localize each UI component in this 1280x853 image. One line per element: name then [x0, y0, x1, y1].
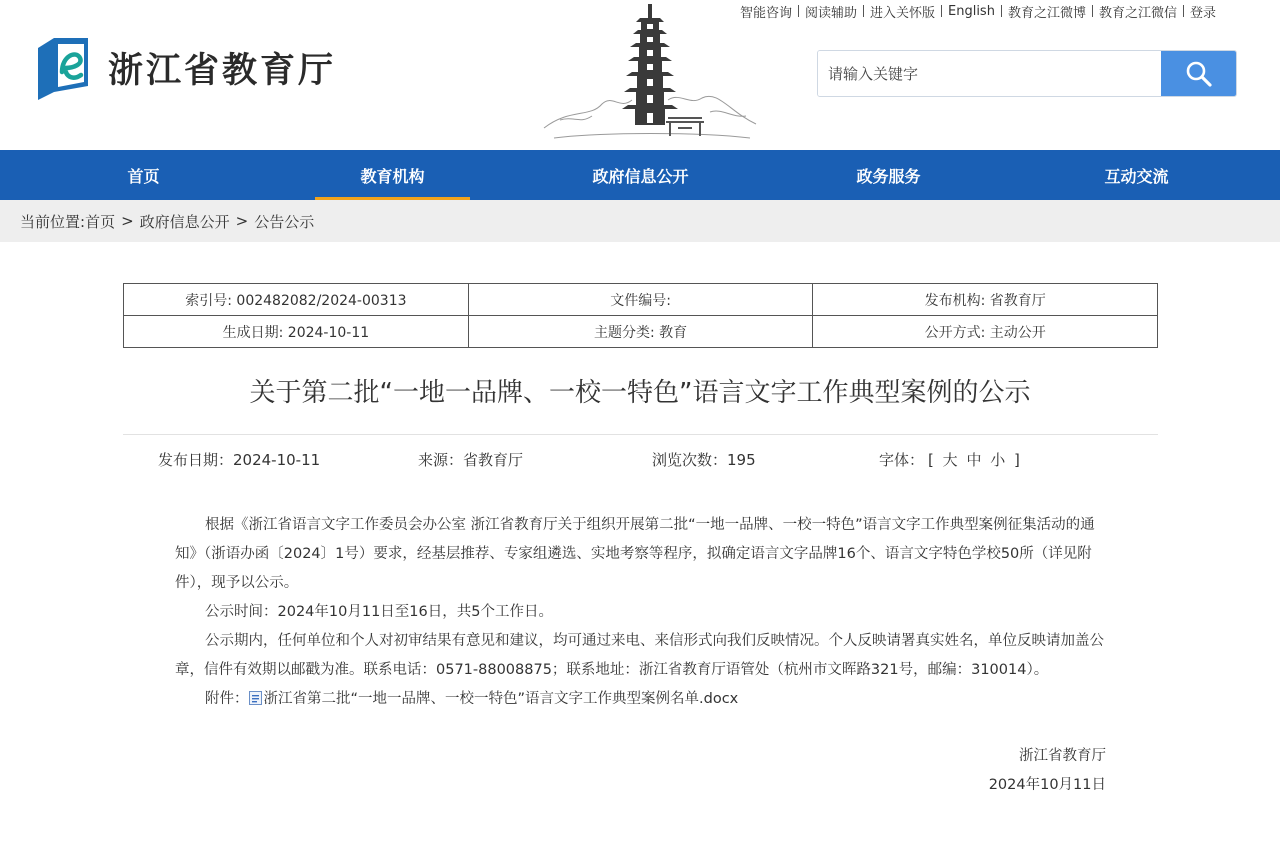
article-paragraph: 公示时间：2024年10月11日至16日，共5个工作日。	[205, 604, 553, 620]
breadcrumb	[0, 200, 1280, 242]
site-name: 浙江省教育厅	[108, 50, 337, 91]
site-header	[0, 0, 1280, 150]
article-paragraph: 根据《浙江省语言文字工作委员会办公室 浙江省教育厅关于组织开展第二批“一地一品牌、一校一特色”语言文字工作典型案例征集活动的通知》（浙语办函〔2024〕1号）要求，经基层推荐、专家组遴选、实地考察等程序，拟确定语言文字品牌16个、语言文字特色学校50所（详见附件），现予以公示。	[175, 517, 1095, 591]
breadcrumb-separator: >	[235, 212, 249, 230]
signature-org: 浙江省教育厅	[1019, 748, 1106, 764]
reading-assist-link[interactable]: 阅读辅助	[804, 5, 857, 21]
english-link[interactable]: English	[948, 3, 995, 19]
nav-gov-services[interactable]: 政务服务	[856, 166, 921, 186]
font-size-medium-button[interactable]: 中	[966, 451, 982, 469]
docx-file-icon	[249, 691, 262, 705]
signature-block	[989, 742, 1106, 800]
nav-home[interactable]: 首页	[127, 166, 160, 186]
table-row	[124, 316, 1158, 348]
article-source: 来源：省教育厅	[418, 451, 524, 469]
breadcrumb-home[interactable]: 首页	[85, 212, 116, 231]
table-row	[124, 284, 1158, 316]
font-size-control	[877, 449, 1022, 470]
search-box	[817, 50, 1237, 97]
article-title: 关于第二批“一地一品牌、一校一特色”语言文字工作典型案例的公示	[249, 378, 1031, 408]
bracket-close: ]	[1014, 451, 1020, 469]
font-size-label: 字体：	[879, 451, 925, 469]
breadcrumb-announcements[interactable]: 公告公示	[254, 212, 315, 231]
wechat-link[interactable]: 教育之江微信	[1098, 5, 1177, 21]
attachment-label: 附件：	[205, 691, 249, 707]
smart-consult-link[interactable]: 智能咨询	[739, 5, 792, 21]
attachment-line	[175, 685, 1110, 714]
meta-index-no: 索引号: 002482082/2024-00313	[124, 284, 469, 316]
login-link[interactable]: 登录	[1189, 5, 1216, 21]
main-nav	[0, 150, 1280, 200]
article-body	[175, 511, 1110, 714]
top-links	[734, 1, 1222, 21]
attachment-link[interactable]	[249, 691, 739, 707]
publish-date: 发布日期：2024-10-11	[158, 451, 321, 469]
document-meta-table	[123, 283, 1158, 348]
meta-category: 主题分类: 教育	[468, 316, 813, 348]
care-mode-link[interactable]: 进入关怀版	[869, 5, 935, 21]
nav-interaction[interactable]: 互动交流	[1104, 166, 1169, 186]
breadcrumb-separator: >	[121, 212, 134, 230]
nav-education-institutions[interactable]: 教育机构	[315, 150, 470, 200]
meta-open-mode: 公开方式: 主动公开	[813, 316, 1158, 348]
search-button[interactable]	[1161, 51, 1236, 96]
search-icon	[1185, 60, 1213, 88]
view-count: 浏览次数：195	[652, 451, 756, 469]
article-paragraph: 公示期内，任何单位和个人对初审结果有意见和建议，均可通过来电、来信形式向我们反映情况。个人反映请署真实姓名，单位反映请加盖公章，信件有效期以邮戳为准。联系电话：0571-88008875；联系地址：浙江省教育厅语管处（杭州市文晖路321号，邮编：310014）。	[175, 633, 1104, 678]
weibo-link[interactable]: 教育之江微博	[1007, 5, 1086, 21]
breadcrumb-prefix: 当前位置:	[20, 212, 86, 231]
font-size-large-button[interactable]: 大	[942, 451, 958, 469]
meta-publisher: 发布机构: 省教育厅	[813, 284, 1158, 316]
nav-gov-info-disclosure[interactable]: 政府信息公开	[592, 166, 689, 186]
pagoda-illustration	[540, 0, 760, 148]
site-logo[interactable]	[32, 33, 372, 103]
bracket-open: [	[928, 451, 934, 469]
font-size-small-button[interactable]: 小	[990, 451, 1006, 469]
attachment-filename: 浙江省第二批“一地一品牌、一校一特色”语言文字工作典型案例名单.docx	[263, 691, 739, 707]
signature-date: 2024年10月11日	[988, 777, 1106, 793]
search-input[interactable]	[818, 51, 1161, 96]
meta-doc-no: 文件编号:	[468, 284, 813, 316]
title-divider	[123, 434, 1158, 435]
meta-created-date: 生成日期: 2024-10-11	[124, 316, 469, 348]
logo-emblem-icon	[32, 34, 90, 102]
breadcrumb-gov-info[interactable]: 政府信息公开	[139, 212, 230, 231]
